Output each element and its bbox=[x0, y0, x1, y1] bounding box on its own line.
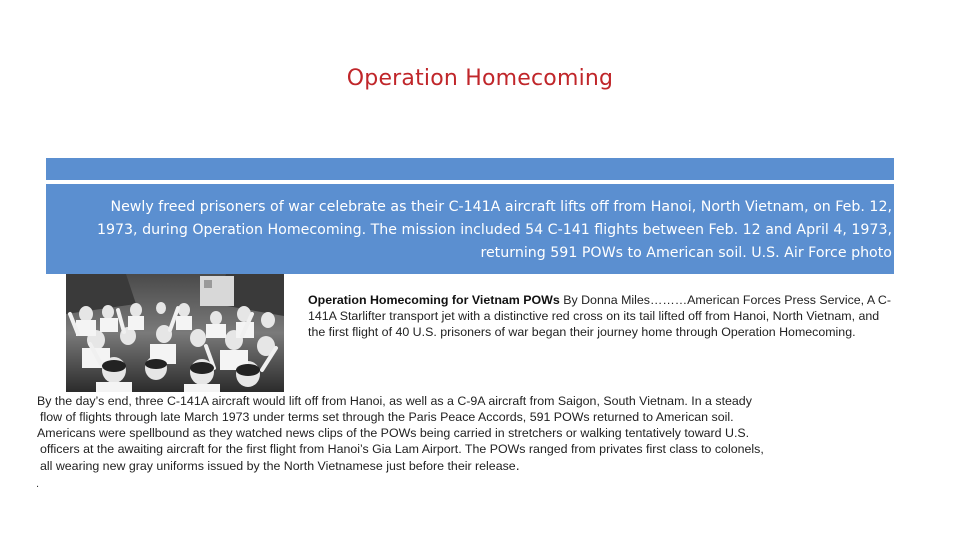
slide-title: Operation Homecoming bbox=[346, 66, 614, 91]
banner-caption-line-3: returning 591 POWs to American soil. U.S. Air Force photo bbox=[480, 245, 892, 261]
body-line-4: officers at the awaiting aircraft for the first flight from Hanoi’s Gia Lam Airport. The POWs ranged from privates first class to colonels, bbox=[40, 442, 764, 456]
article-text: By Donna Miles………American Forces Press Service, A C-141A Starlifter transport jet with a distinctive red cross on its tail lifted off from Hanoi, North Vietnam, and the first flight of 40 U.S. prisoners of war began their journey home through Operation Homecoming. bbox=[308, 293, 891, 339]
body-line-5-wrap bbox=[37, 457, 917, 474]
pow-celebration-photo bbox=[66, 274, 284, 392]
article-heading: Operation Homecoming for Vietnam POWs bbox=[308, 293, 560, 307]
banner-caption-line-2: 1973, during Operation Homecoming. The mission included 54 C-141 flights between Feb. 12 and April 4, 1973, bbox=[96, 222, 892, 238]
article-body bbox=[37, 393, 917, 474]
banner-top-strip bbox=[46, 158, 894, 180]
body-line-1: By the day’s end, three C-141A aircraft would lift off from Hanoi, as well as a C-9A aircraft from Saigon, South Vietnam. In a steady bbox=[37, 394, 752, 408]
banner-caption bbox=[56, 196, 892, 265]
trailing-mark: . bbox=[36, 478, 40, 490]
body-line-3: Americans were spellbound as they watched news clips of the POWs being carried in stretchers or walking tentatively toward U.S. bbox=[37, 426, 750, 440]
article-intro bbox=[308, 292, 898, 340]
body-line-2: flow of flights through late March 1973 under terms set through the Paris Peace Accords, 591 POWs returned to American soil. bbox=[40, 410, 734, 424]
body-end-mark: . bbox=[515, 457, 520, 473]
banner-caption-line-1: Newly freed prisoners of war celebrate as their C-141A aircraft lifts off from Hanoi, North Vietnam, on Feb. 12, bbox=[110, 199, 892, 215]
body-line-5: all wearing new gray uniforms issued by the North Vietnamese just before their release bbox=[40, 459, 516, 473]
